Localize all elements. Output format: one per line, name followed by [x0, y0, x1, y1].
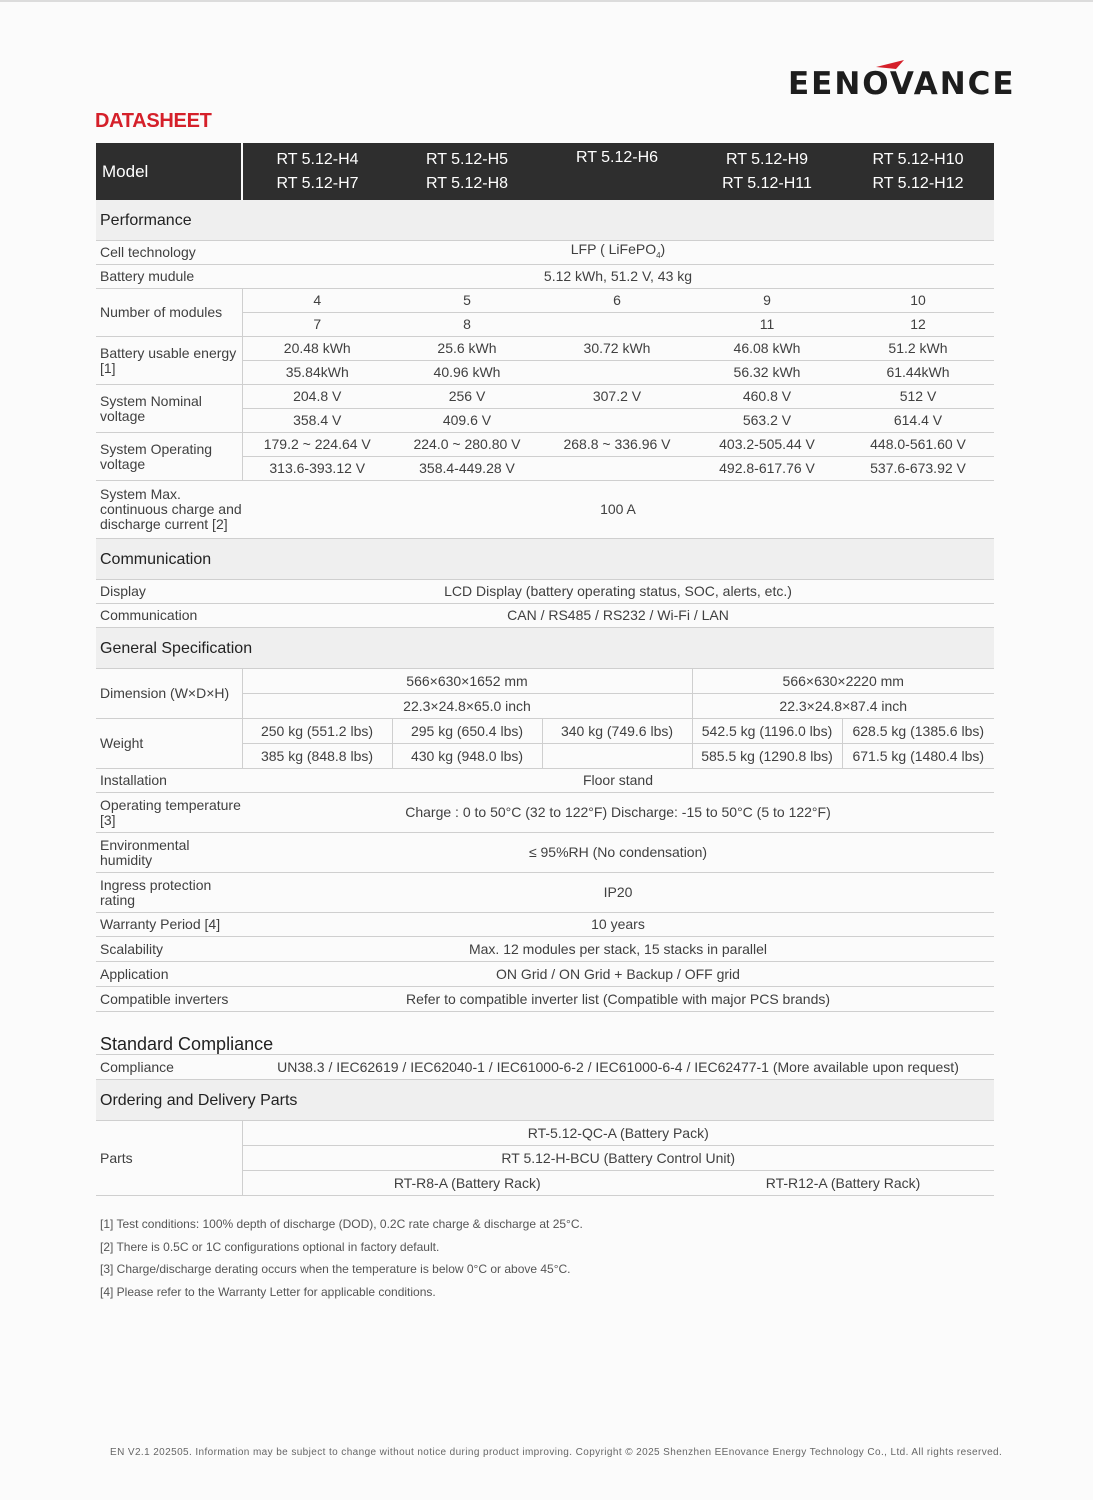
- section-standard: Standard Compliance: [96, 1012, 994, 1055]
- model-col-1: RT 5.12-H4 RT 5.12-H7: [242, 143, 392, 200]
- row-modules-1: Number of modules 4 5 6 9 10: [96, 289, 994, 313]
- footnote-2: [2] There is 0.5C or 1C configurations optional in factory default.: [100, 1239, 440, 1254]
- footnote-1: [1] Test conditions: 100% depth of discharge (DOD), 0.2C rate charge & discharge at 25°C.: [100, 1217, 583, 1231]
- model-col-2: RT 5.12-H5 RT 5.12-H8: [392, 143, 542, 200]
- top-rule: [0, 0, 1093, 2]
- section-performance: Performance: [96, 200, 994, 241]
- row-nominal-1: System Nominal voltage 204.8 V 256 V 307.2 V 460.8 V 512 V: [96, 385, 994, 409]
- row-energy-1: Battery usable energy [1] 20.48 kWh 25.6 kWh 30.72 kWh 46.08 kWh 51.2 kWh: [96, 337, 994, 361]
- row-operating-2: 313.6-393.12 V 358.4-449.28 V 492.8-617.76 V 537.6-673.92 V: [96, 457, 994, 481]
- row-modules-2: 7 8 11 12: [96, 313, 994, 337]
- model-col-4: RT 5.12-H9 RT 5.12-H11: [692, 143, 842, 200]
- section-ordering: Ordering and Delivery Parts: [96, 1080, 994, 1121]
- row-energy-2: 35.84kWh 40.96 kWh 56.32 kWh 61.44kWh: [96, 361, 994, 385]
- row-application: Application ON Grid / ON Grid + Backup / OFF grid: [96, 962, 994, 987]
- section-general: General Specification: [96, 628, 994, 669]
- model-col-3: RT 5.12-H6: [542, 143, 692, 200]
- row-communication: Communication CAN / RS485 / RS232 / Wi-Fi / LAN: [96, 604, 994, 628]
- row-dimension-1: Dimension (W×D×H) 566×630×1652 mm 566×630×2220 mm: [96, 669, 994, 694]
- row-cell-technology: Cell technology LFP ( LiFePO$_4$): [96, 241, 994, 265]
- row-weight-2: 385 kg (848.8 lbs) 430 kg (948.0 lbs) 585.5 kg (1290.8 lbs) 671.5 kg (1480.4 lbs): [96, 744, 994, 769]
- model-col-5: RT 5.12-H10 RT 5.12-H12: [842, 143, 994, 200]
- model-header-row: [96, 143, 994, 200]
- row-max-current: System Max. continuous charge and discharge current [2] 100 A: [96, 481, 994, 539]
- row-display: Display LCD Display (battery operating status, SOC, alerts, etc.): [96, 580, 994, 604]
- row-weight-1: Weight 250 kg (551.2 lbs) 295 kg (650.4 lbs) 340 kg (749.6 lbs) 542.5 kg (1196.0 lbs) 628.5 kg (1385.6 lbs): [96, 719, 994, 744]
- row-dimension-2: 22.3×24.8×65.0 inch 22.3×24.8×87.4 inch: [96, 694, 994, 719]
- datasheet-table: [96, 143, 994, 1196]
- row-operating-1: System Operating voltage 179.2 ~ 224.64 V 224.0 ~ 280.80 V 268.8 ~ 336.96 V 403.2-505.44 V 448.0-561.60 V: [96, 433, 994, 457]
- row-battery-module: Battery mudule 5.12 kWh, 51.2 V, 43 kg: [96, 265, 994, 289]
- row-inverters: Compatible inverters Refer to compatible inverter list (Compatible with major PCS brands): [96, 987, 994, 1012]
- row-parts-racks: RT-R8-A (Battery Rack) RT-R12-A (Battery Rack): [96, 1171, 994, 1196]
- copyright-line: EN V2.1 202505. Information may be subject to change without notice during product improving. Copyright © 2025 Shenzhen EEnovance Energy Technology Co., Ltd. All rights reserved.: [110, 1447, 1003, 1458]
- page-title: DATASHEET: [95, 110, 212, 132]
- row-ingress: Ingress protection rating IP20: [96, 873, 994, 913]
- footnote-4: [4] Please refer to the Warranty Letter for applicable conditions.: [100, 1284, 436, 1299]
- row-humidity: Environmental humidity ≤ 95%RH (No condensation): [96, 833, 994, 873]
- footnotes: [100, 1213, 583, 1303]
- logo-text: EENOVANCE: [788, 66, 1016, 102]
- row-scalability: Scalability Max. 12 modules per stack, 15 stacks in parallel: [96, 937, 994, 962]
- row-temperature: Operating temperature [3] Charge : 0 to 50°C (32 to 122°F) Discharge: -15 to 50°C (5 to 122°F): [96, 793, 994, 833]
- brand-logo: [788, 58, 1016, 104]
- row-parts-pack: Parts RT-5.12-QC-A (Battery Pack): [96, 1121, 994, 1146]
- footnote-3: [3] Charge/discharge derating occurs when the temperature is below 0°C or above 45°C.: [100, 1262, 571, 1276]
- model-label: Model: [96, 143, 242, 200]
- row-nominal-2: 358.4 V 409.6 V 563.2 V 614.4 V: [96, 409, 994, 433]
- row-installation: Installation Floor stand: [96, 769, 994, 793]
- row-parts-bcu: RT 5.12-H-BCU (Battery Control Unit): [96, 1146, 994, 1171]
- row-compliance: Compliance UN38.3 / IEC62619 / IEC62040-1 / IEC61000-6-2 / IEC61000-6-4 / IEC62477-1 (More available upon request): [96, 1055, 994, 1080]
- section-communication: Communication: [96, 539, 994, 580]
- row-warranty: Warranty Period [4] 10 years: [96, 913, 994, 937]
